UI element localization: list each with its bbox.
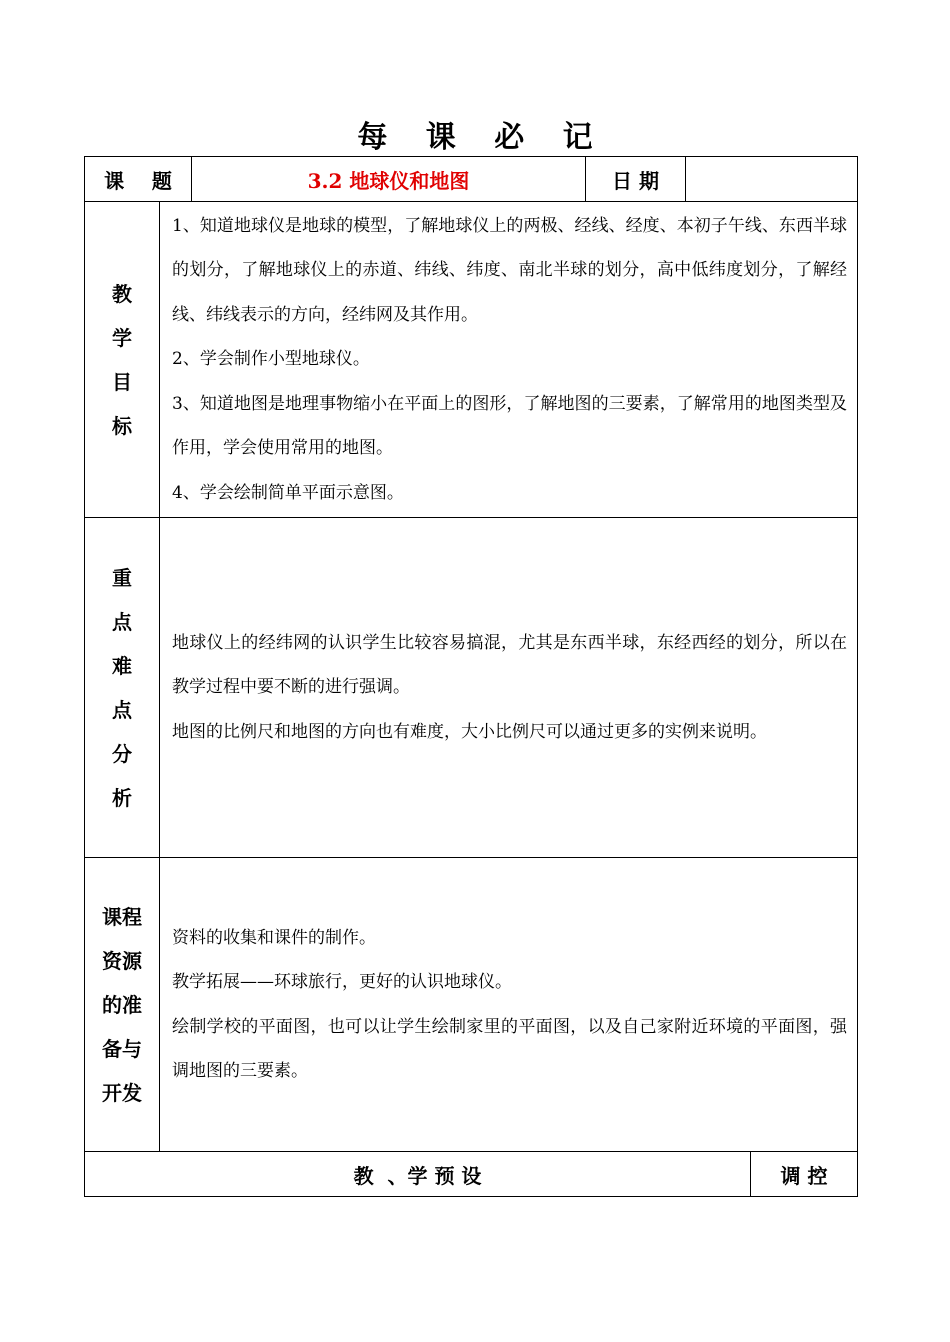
objective-item: 2、学会制作小型地球仪。 bbox=[172, 349, 370, 370]
resources-label-text: 资源 bbox=[102, 948, 142, 973]
title-char: 每 bbox=[357, 120, 388, 155]
difficulties-label-char: 点 bbox=[112, 697, 132, 722]
topic-label-text: 课 题 bbox=[104, 168, 172, 193]
difficulties-label-char: 分 bbox=[112, 741, 132, 766]
resource-item: 绘制学校的平面图，也可以让学生绘制家里的平面图，以及自己家附近环境的平面图，强调地图的三要素。 bbox=[172, 1016, 848, 1081]
difficulties-row bbox=[85, 518, 858, 858]
objectives-row bbox=[85, 202, 858, 518]
lesson-record-table bbox=[84, 156, 858, 1197]
difficulties-label-char: 难 bbox=[112, 653, 132, 678]
teaching-plan-label bbox=[85, 1152, 751, 1197]
header-row bbox=[85, 157, 858, 202]
objectives-label-char: 目 bbox=[112, 369, 132, 394]
objectives-content bbox=[160, 202, 858, 518]
resource-item: 资料的收集和课件的制作。 bbox=[172, 927, 376, 948]
teaching-plan-label-text: 教 、学 预 设 bbox=[353, 1163, 482, 1188]
page-title bbox=[0, 112, 950, 156]
title-char: 记 bbox=[562, 120, 593, 155]
resources-content bbox=[160, 858, 858, 1152]
objectives-label bbox=[85, 202, 160, 518]
difficulty-item: 地球仪上的经纬网的认识学生比较容易搞混，尤其是东西半球，东经西经的划分，所以在教学过程中要不断的进行强调。 bbox=[172, 632, 848, 698]
title-char: 课 bbox=[425, 120, 456, 155]
date-label: 日 期 bbox=[586, 157, 686, 202]
resources-row bbox=[85, 858, 858, 1152]
footer-row bbox=[85, 1152, 858, 1197]
objective-item: 4、学会绘制简单平面示意图。 bbox=[172, 482, 404, 503]
resources-label-text: 开发 bbox=[102, 1080, 142, 1105]
date-value-field[interactable] bbox=[686, 157, 858, 202]
objective-item: 1、知道地球仪是地球的模型，了解地球仪上的两极、经线、经度、本初子午线、东西半球的划分，了解地球仪上的赤道、纬线、纬度、南北半球的划分，高中低纬度划分，了解经线、纬线表示的方向，经纬网及其作用。 bbox=[172, 215, 848, 325]
difficulties-label-char: 析 bbox=[112, 785, 132, 810]
resources-label-text: 课程 bbox=[102, 904, 142, 929]
difficulties-label-char: 点 bbox=[112, 609, 132, 634]
resource-item: 教学拓展——环球旅行，更好的认识地球仪。 bbox=[172, 972, 512, 992]
objectives-label-char: 标 bbox=[112, 413, 132, 438]
difficulties-label-char: 重 bbox=[112, 565, 132, 590]
topic-label bbox=[85, 157, 192, 202]
resources-label-text: 的准 bbox=[102, 992, 142, 1017]
lesson-title: 3.2 地球仪和地图 bbox=[192, 157, 586, 202]
objective-item: 3、知道地图是地理事物缩小在平面上的图形，了解地图的三要素，了解常用的地图类型及作用，学会使用常用的地图。 bbox=[172, 393, 848, 459]
difficulty-item: 地图的比例尺和地图的方向也有难度，大小比例尺可以通过更多的实例来说明。 bbox=[172, 721, 767, 742]
difficulties-content bbox=[160, 518, 858, 858]
title-char: 必 bbox=[494, 120, 525, 155]
resources-label bbox=[85, 858, 160, 1152]
difficulties-label bbox=[85, 518, 160, 858]
control-label: 调 控 bbox=[751, 1152, 858, 1197]
objectives-label-char: 教 bbox=[112, 281, 132, 306]
objectives-label-char: 学 bbox=[112, 325, 132, 350]
resources-label-text: 备与 bbox=[102, 1036, 142, 1061]
